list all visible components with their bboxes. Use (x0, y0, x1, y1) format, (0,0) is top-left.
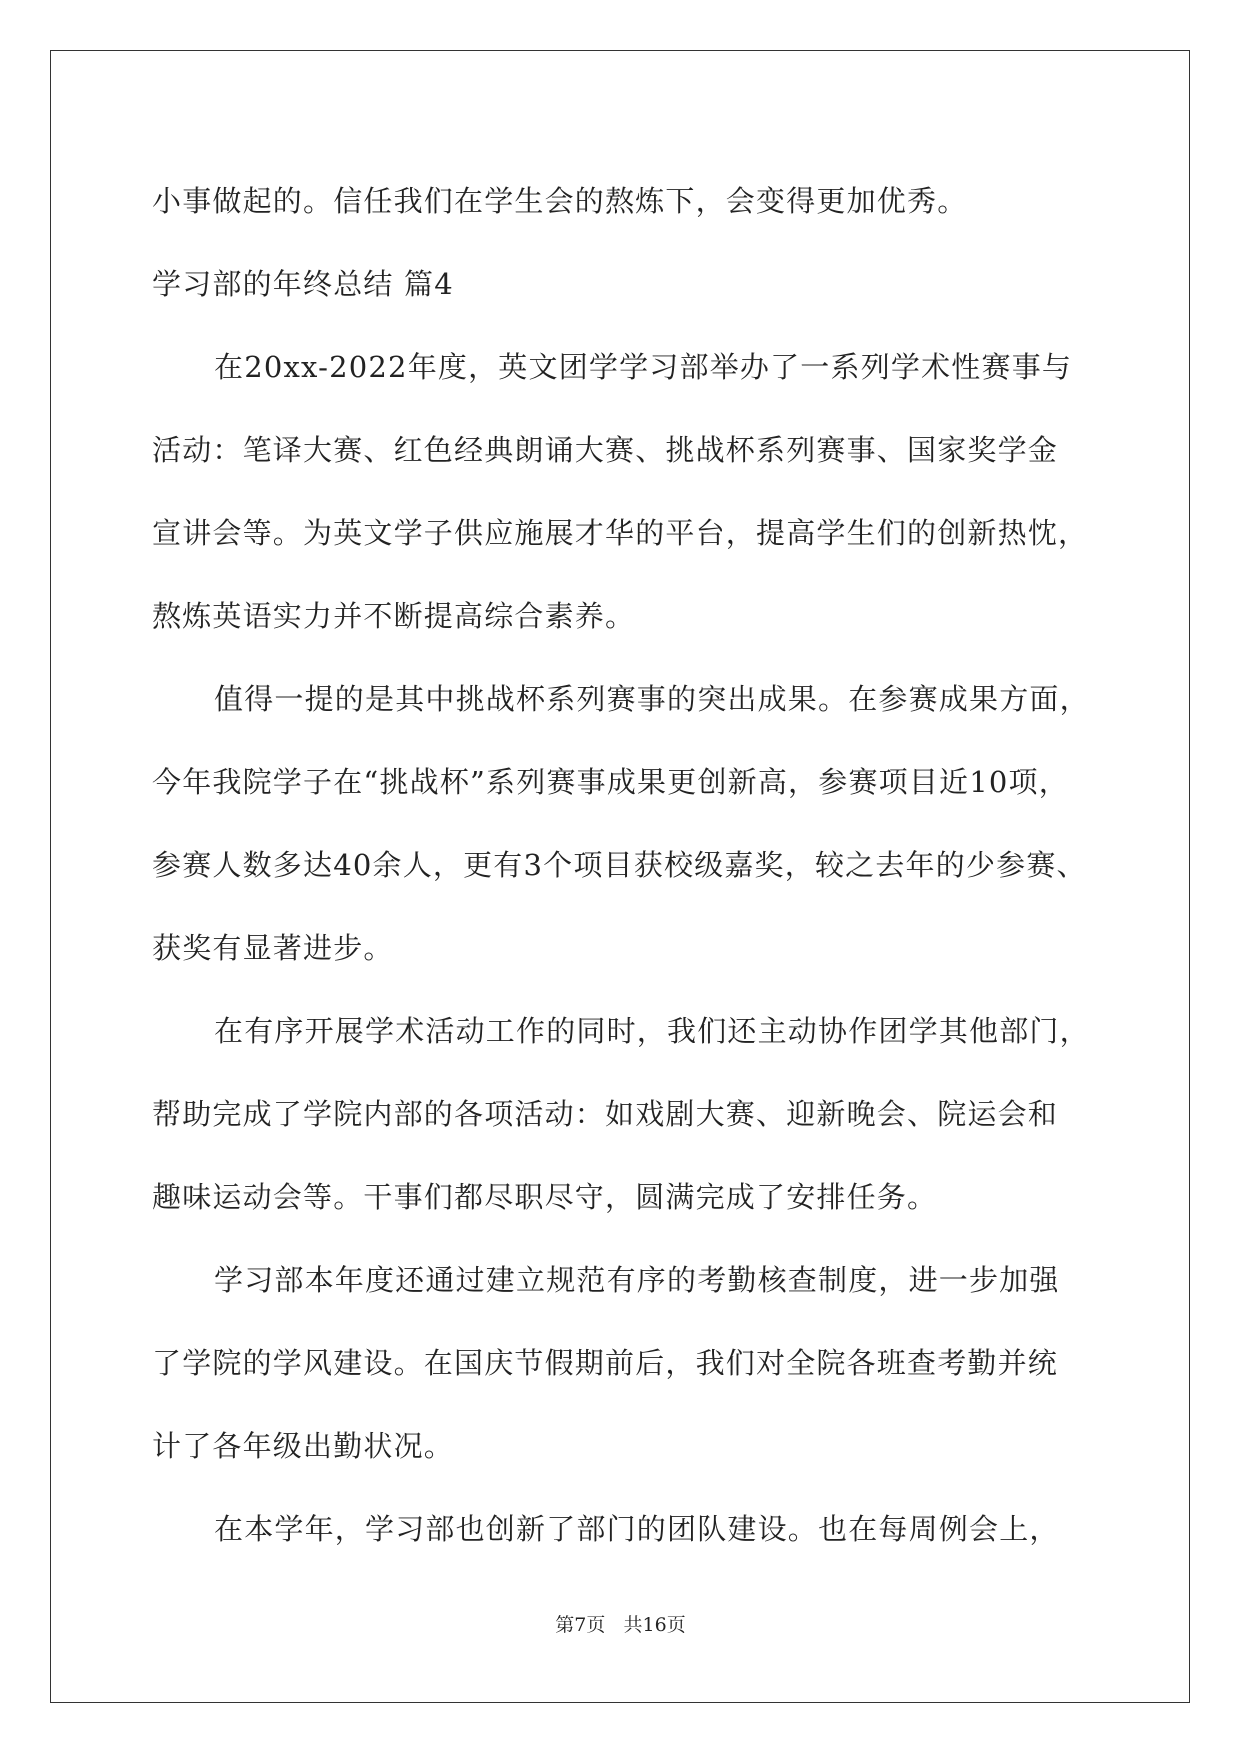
text-line: 熬炼英语实力并不断提高综合素养。 (152, 599, 636, 633)
text-line: 活动：笔译大赛、红色经典朗诵大赛、挑战杯系列赛事、国家奖学金 (152, 433, 1059, 467)
text-line: 帮助完成了学院内部的各项活动：如戏剧大赛、迎新晚会、院运会和 (152, 1097, 1059, 1131)
page-total: 共16页 (623, 1614, 686, 1636)
paragraph-start-line: 学习部本年度还通过建立规范有序的考勤核查制度，进一步加强 (214, 1263, 1060, 1297)
text-line: 小事做起的。信任我们在学生会的熬炼下，会变得更加优秀。 (152, 184, 968, 218)
text-line: 了学院的学风建设。在国庆节假期前后，我们对全院各班查考勤并统 (152, 1346, 1059, 1380)
paragraph-start-line: 在本学年，学习部也创新了部门的团队建设。也在每周例会上， (214, 1512, 1060, 1546)
paragraph-start-line: 在有序开展学术活动工作的同时，我们还主动协作团学其他部门， (214, 1014, 1090, 1048)
text-line: 宣讲会等。为英文学子供应施展才华的平台，提高学生们的创新热忱， (152, 516, 1089, 550)
text-line: 参赛人数多达40余人，更有3个项目获校级嘉奖，较之去年的少参赛、 (152, 848, 1087, 882)
text-line: 计了各年级出勤状况。 (152, 1429, 455, 1463)
text-line: 获奖有显著进步。 (152, 931, 394, 965)
paragraph-start-line: 值得一提的是其中挑战杯系列赛事的突出成果。在参赛成果方面， (214, 682, 1090, 716)
text-line: 趣味运动会等。干事们都尽职尽守，圆满完成了安排任务。 (152, 1180, 938, 1214)
paragraph-start-line: 在20xx-2022年度，英文团学学习部举办了一系列学术性赛事与 (214, 350, 1073, 384)
section-heading: 学习部的年终总结 篇4 (152, 267, 454, 301)
page-number: 第7页 (555, 1614, 606, 1636)
page-footer (0, 1613, 1241, 1637)
text-line: 今年我院学子在“挑战杯”系列赛事成果更创新高，参赛项目近10项， (152, 765, 1069, 799)
document-body (152, 160, 1092, 1571)
